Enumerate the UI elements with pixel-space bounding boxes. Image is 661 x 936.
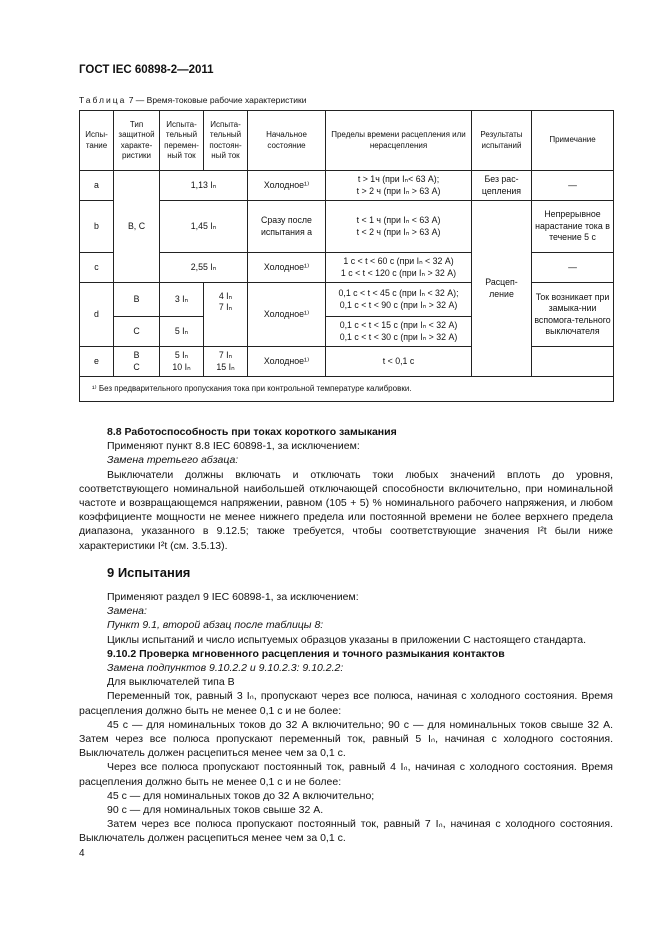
paragraph: Выключатели должны включать и отключать токи любых значений вплоть до уровня, соответствующего номинальной наибольшей отключающей способности включительно, при номинальной частоте и возвращающемся напряжении, равном (105 + 5) % номинального рабочего напряжения, и любом коэффициенте мощности не менее нижнего предела или постоянной времени не более верхнего предела диапазона, указанного в 9.12.5; также требуется, чтобы соответствующие значения I²t были ниже характеристики I²t (см. 3.5.13). [79, 468, 613, 552]
col-header: Примечание [532, 111, 614, 171]
col-header: Начальное состояние [248, 111, 326, 171]
dc-line: 7 Iₙ [218, 350, 233, 361]
type-line: C [133, 361, 140, 372]
dc-line: 4 Iₙ [218, 291, 233, 301]
limit-line: 0,1 с < t < 15 с (при Iₙ < 32 А) [339, 320, 458, 331]
note-cell [532, 347, 614, 377]
limit-line: 0,1 с < t < 45 с (при Iₙ < 32 А); [338, 288, 459, 299]
section-title: 9 Испытания [107, 565, 191, 580]
current-cell: 2,55 Iₙ [160, 253, 248, 283]
table-row [80, 201, 614, 253]
section-9 [79, 566, 613, 580]
note-cell: — [532, 171, 614, 201]
test-cell: b [80, 201, 114, 253]
limit-cell [326, 317, 472, 347]
limit-line: t > 1ч (при Iₙ< 63 А); [357, 174, 440, 185]
state-cell: Сразу после испытания a [248, 201, 326, 253]
caption-word: Таблица [79, 95, 127, 105]
paragraph: Пункт 9.1, второй абзац после таблицы 8: [107, 619, 324, 632]
paragraph: Замена подпунктов 9.10.2.2 и 9.10.2.3: 9.10.2.2: [107, 662, 344, 675]
limit-line: 1 с < t < 120 с (при Iₙ > 32 А) [340, 267, 457, 278]
limit-line: 0,1 с < t < 90 с (при Iₙ > 32 А) [339, 299, 458, 310]
col-header: Испыта-тельный перемен-ный ток [160, 111, 204, 171]
page-number: 4 [79, 848, 85, 859]
ac-line: 10 Iₙ [172, 361, 191, 372]
document-header: ГОСТ IEC 60898-2—2011 [79, 64, 214, 76]
current-cell: 1,45 Iₙ [160, 201, 248, 253]
table-header-row [80, 111, 614, 171]
section-9-body [79, 590, 613, 846]
test-cell: a [80, 171, 114, 201]
paragraph: 45 с — для номинальных токов до 32 А включительно; [107, 789, 375, 802]
ac-cell: 3 Iₙ [160, 283, 204, 317]
paragraph: Переменный ток, равный 3 Iₙ, пропускают через все полюса, начиная с холодного состояния. Время расцепления должно быть не менее 0,1 с и не более: [79, 690, 613, 717]
time-current-table [79, 110, 614, 402]
note-cell: — [532, 253, 614, 283]
col-header: Испы-тание [80, 111, 114, 171]
limit-cell [326, 253, 472, 283]
table-caption [79, 95, 306, 105]
type-line: B [133, 350, 140, 361]
current-cell: 1,13 Iₙ [160, 171, 248, 201]
paragraph: Через все полюса пропускают постоянный ток, равный 4 Iₙ, начиная с холодного состояния. Время расцепления должно быть не менее 0,1 с и не более: [79, 761, 613, 788]
paragraph: Применяют раздел 9 IEC 60898-1, за исключением: [107, 591, 359, 603]
ac-line: 5 Iₙ [174, 350, 189, 361]
test-cell: d [80, 283, 114, 347]
table-row [80, 347, 614, 377]
caption-text: 7 — Время-токовые рабочие характеристики [128, 95, 307, 105]
paragraph: 45 с — для номинальных токов до 32 А включительно; 90 с — для номинальных токов свыше 32 А. Затем через все полюса пропускают переменный ток, равный 5 Iₙ, начиная с холодного состояния. Выключатель должен расцепиться менее чем за 0,1 с. [79, 718, 613, 760]
result-cell: Без рас-цепления [472, 171, 532, 201]
result-cell: Расцеп-ление [472, 201, 532, 377]
limit-cell: t < 0,1 с [326, 347, 472, 377]
dc-cell [204, 347, 248, 377]
col-header: Испыта-тельный постоян-ный ток [204, 111, 248, 171]
note-cell: Непрерывное нарастание тока в течение 5 с [532, 201, 614, 253]
limit-line: t < 1 ч (при Iₙ < 63 А) [356, 215, 441, 226]
state-cell: Холодное¹⁾ [248, 347, 326, 377]
paragraph: Замена третьего абзаца: [107, 454, 239, 467]
state-cell: Холодное¹⁾ [248, 253, 326, 283]
paragraph: 90 с — для номинальных токов свыше 32 А. [107, 804, 324, 817]
ac-cell: 5 Iₙ [160, 317, 204, 347]
dc-cell [204, 283, 248, 347]
note-cell: Ток возникает при замыка-нии вспомога-тельного выключателя [532, 283, 614, 347]
type-cell: B, C [114, 171, 160, 283]
limit-cell [326, 283, 472, 317]
paragraph: Для выключателей типа В [107, 676, 235, 689]
paragraph: Применяют пункт 8.8 IEC 60898-1, за исключением: [107, 440, 360, 453]
col-header: Тип защитной характе-ристики [114, 111, 160, 171]
test-cell: e [80, 347, 114, 377]
limit-cell [326, 201, 472, 253]
ac-cell [160, 347, 204, 377]
table-footnote-row [80, 377, 614, 402]
paragraph: Циклы испытаний и число испытуемых образцов указаны в приложении С настоящего стандарта. [107, 633, 587, 646]
table-row [80, 283, 614, 317]
type-cell: C [114, 317, 160, 347]
limit-line: t > 2 ч (при Iₙ > 63 А) [356, 185, 441, 196]
table-row [80, 171, 614, 201]
limit-line: 0,1 с < t < 30 с (при Iₙ > 32 А) [339, 331, 458, 342]
dc-line: 7 Iₙ [218, 302, 233, 313]
type-cell: B [114, 283, 160, 317]
section-title: 9.10.2 Проверка мгновенного расцепления и точного размыкания контактов [107, 647, 505, 660]
paragraph: Замена: [107, 605, 147, 618]
col-header: Результаты испытаний [472, 111, 532, 171]
type-cell [114, 347, 160, 377]
table-footnote: ¹⁾ Без предварительного пропускания тока при контрольной температуре калибровки. [80, 377, 614, 402]
table-row [80, 253, 614, 283]
dc-line: 15 Iₙ [216, 361, 235, 372]
limit-line: 1 с < t < 60 с (при Iₙ < 32 А) [343, 256, 454, 267]
limit-cell [326, 171, 472, 201]
state-cell: Холодное¹⁾ [248, 283, 326, 347]
section-title: 8.8 Работоспособность при токах короткого замыкания [107, 426, 397, 438]
limit-line: t < 2 ч (при Iₙ > 63 А) [356, 226, 441, 237]
state-cell: Холодное¹⁾ [248, 171, 326, 201]
col-header: Пределы времени расцепления или нерасцепления [326, 111, 472, 171]
test-cell: c [80, 253, 114, 283]
section-8-8 [79, 425, 613, 553]
paragraph: Затем через все полюса пропускают постоянный ток, равный 7 Iₙ, начиная с холодного состояния. Выключатель должен расцепиться менее чем за 0,1 с. [79, 818, 613, 845]
